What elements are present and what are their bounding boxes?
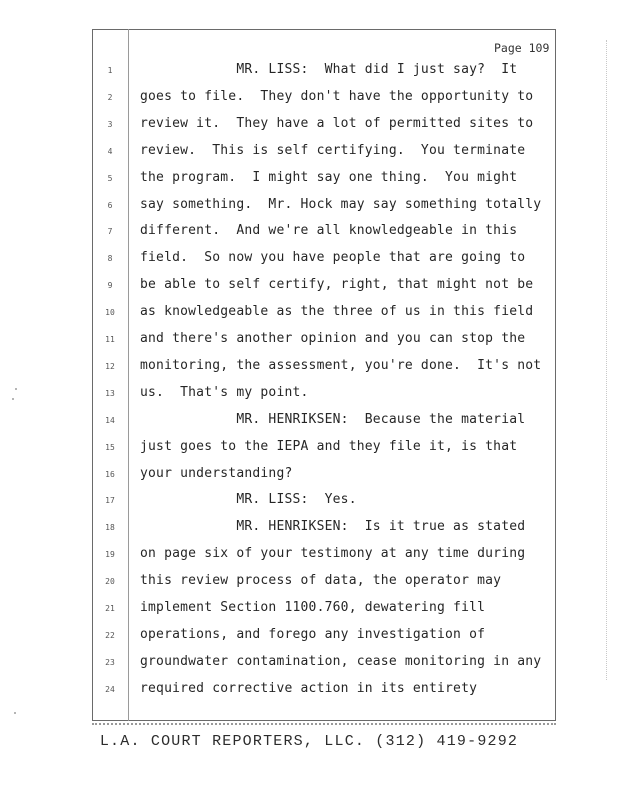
scan-speck	[15, 388, 17, 390]
transcript-line	[0, 519, 560, 539]
transcript-line	[0, 600, 560, 620]
line-text: us. That's my point.	[140, 384, 309, 400]
line-text: and there's another opinion and you can stop the	[140, 331, 526, 346]
line-text: MR. LISS: Yes.	[140, 492, 357, 508]
line-text: review. This is self certifying. You terminate	[140, 142, 526, 158]
line-number: 12	[105, 361, 115, 371]
line-text: operations, and forego any investigation of	[140, 626, 486, 642]
transcript-line	[0, 358, 560, 378]
line-text: different. And we're all knowledgeable in this	[140, 223, 518, 239]
line-number: 22	[105, 630, 115, 640]
transcript-line	[0, 304, 560, 324]
line-text: say something. Mr. Hock may say something totally	[140, 196, 542, 212]
scan-speck	[14, 712, 16, 714]
transcript-line	[0, 89, 560, 109]
page-number: Page 109	[494, 41, 550, 55]
transcript-line	[0, 331, 560, 351]
line-text: goes to file. They don't have the opportunity to	[140, 88, 534, 104]
line-text: the program. I might say one thing. You might	[140, 169, 518, 185]
transcript-line	[0, 546, 560, 566]
transcript-line	[0, 627, 560, 647]
transcript-line	[0, 62, 560, 82]
line-number: 2	[107, 92, 113, 102]
line-text: be able to self certify, right, that might not be	[140, 277, 534, 293]
line-number: 3	[107, 119, 113, 129]
transcript-line	[0, 385, 560, 405]
line-number: 5	[107, 173, 113, 183]
line-number: 11	[105, 335, 115, 344]
transcript-line	[0, 250, 560, 270]
line-text: your understanding?	[140, 465, 293, 481]
transcript-line	[0, 466, 560, 486]
line-number: 21	[105, 604, 115, 613]
line-text: just goes to the IEPA and they file it, is that	[140, 438, 518, 454]
line-number: 10	[105, 308, 115, 318]
scan-speck	[12, 398, 14, 400]
transcript-line	[0, 681, 560, 701]
line-number: 15	[105, 442, 115, 452]
transcript-line	[0, 143, 560, 163]
line-number: 13	[105, 388, 115, 398]
line-text: implement Section 1100.760, dewatering fill	[140, 600, 486, 615]
line-number: 18	[105, 523, 115, 533]
transcript-line	[0, 223, 560, 243]
transcript-line	[0, 197, 560, 217]
line-number: 1	[107, 66, 113, 75]
line-text: on page six of your testimony at any time during	[140, 546, 526, 562]
line-text: this review process of data, the operator may	[140, 573, 502, 589]
line-text: MR. LISS: What did I just say? It	[140, 62, 518, 77]
transcript-line	[0, 412, 560, 432]
line-text: MR. HENRIKSEN: Because the material	[140, 411, 526, 427]
line-number: 20	[105, 577, 115, 587]
transcript-line	[0, 116, 560, 136]
line-number: 6	[107, 200, 113, 210]
transcript-line	[0, 170, 560, 190]
line-number: 14	[105, 415, 115, 425]
line-number: 7	[107, 227, 113, 237]
reporter-footer: L.A. COURT REPORTERS, LLC. (312) 419-9292	[99, 733, 519, 750]
transcript-line	[0, 439, 560, 459]
line-number: 19	[105, 550, 115, 560]
transcript-line	[0, 277, 560, 297]
transcript-line	[0, 573, 560, 593]
line-text: monitoring, the assessment, you're done. It's not	[140, 357, 542, 373]
scan-bottom-noise	[92, 719, 556, 725]
line-number: 16	[105, 469, 115, 479]
line-text: groundwater contamination, cease monitoring in any	[140, 653, 542, 669]
line-text: as knowledgeable as the three of us in this field	[140, 304, 534, 320]
line-text: required corrective action in its entirety	[140, 680, 478, 696]
line-number: 8	[107, 254, 113, 264]
line-text: field. So now you have people that are going to	[140, 250, 526, 266]
line-number: 4	[107, 146, 113, 156]
transcript-line	[0, 654, 560, 674]
line-text: MR. HENRIKSEN: Is it true as stated	[140, 519, 526, 535]
line-number: 9	[107, 281, 113, 291]
line-number: 24	[105, 684, 115, 694]
transcript-line	[0, 492, 560, 512]
scan-edge-noise	[606, 40, 608, 680]
line-number: 17	[105, 496, 115, 506]
line-text: review it. They have a lot of permitted sites to	[140, 115, 534, 131]
line-number: 23	[105, 657, 115, 667]
